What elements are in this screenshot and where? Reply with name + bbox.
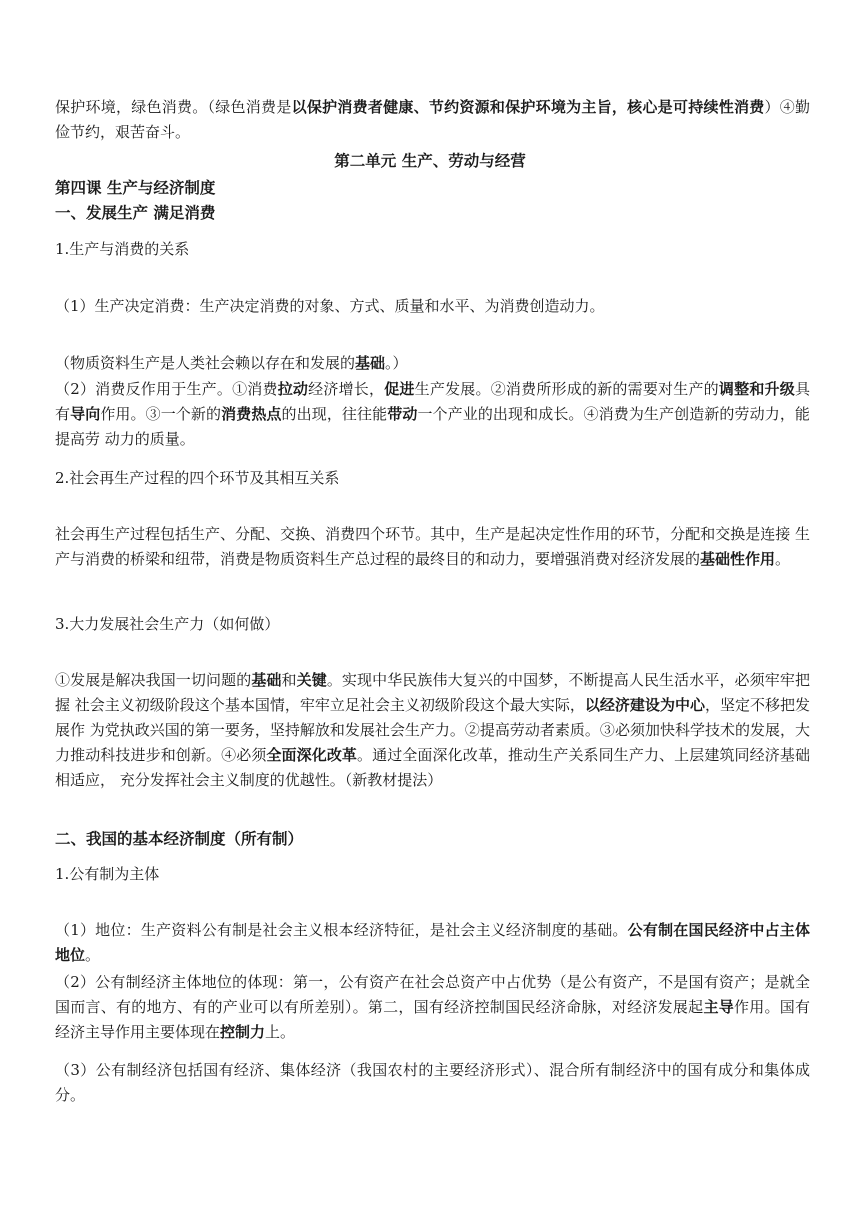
bold-run: 全面深化改革: [266, 746, 358, 764]
text-run: （1）地位：生产资料公有制是社会主义根本经济特征，是社会主义经济制度的基础。: [55, 921, 628, 939]
text-run: 作用。③一个新的: [100, 405, 222, 423]
bold-run: 调整和升级: [718, 380, 795, 398]
section-1-item-3-title: 3.大力发展社会生产力（如何做）: [55, 615, 280, 633]
section-1-title: 一、发展生产 满足消费: [55, 203, 216, 222]
bold-run: 拉动: [277, 380, 309, 398]
section-1-item-2-title: 2.社会再生产过程的四个环节及其相互关系: [55, 469, 340, 487]
text-run: 生产发展。②消费所形成的新的需要对生产的: [414, 380, 719, 398]
text-run: 和: [281, 671, 297, 689]
section-1-item-3-paragraph: [55, 668, 810, 793]
unit-title: 第二单元 生产、劳动与经营: [334, 151, 526, 170]
section-1-item-1-paragraph-3: [55, 377, 810, 452]
bold-run: 促进: [384, 380, 415, 398]
text-run: （2）公有制经济主体地位的体现：第一，公有资产在社会总资产中占优势（是公有资产，不是国有资产；是就全国而言、有的地方、有的产业可以有所差别）。第二，国有经济控制国民经济命脉，对经济发展起: [55, 973, 810, 1016]
bold-run: 关键: [296, 671, 327, 689]
intro-text-c: ）④勤俭节约，艰苦奋斗。: [55, 98, 810, 141]
section-2-item-1-paragraph-3: （3）公有制经济包括国有经济、集体经济（我国农村的主要经济形式）、混合所有制经济中的国有成分和集体成分。: [55, 1061, 810, 1104]
bold-run: 基础性作用: [700, 550, 776, 568]
section-1-item-1-title: 1.生产与消费的关系: [55, 240, 190, 258]
text-run: ①发展是解决我国一切问题的: [55, 671, 252, 689]
text-run: 。: [775, 550, 791, 568]
section-2-item-1-title: 1.公有制为主体: [55, 865, 160, 883]
section-1-item-1-paragraph-2: [55, 351, 810, 376]
section-2-title: 二、我国的基本经济制度（所有制）: [55, 829, 304, 848]
intro-paragraph: [55, 95, 810, 145]
intro-bold-text: 以保护消费者健康、节约资源和保护环境为主旨，核心是可持续性消费: [291, 98, 765, 116]
text-run: （物质资料生产是人类社会赖以存在和发展的: [55, 354, 356, 372]
section-1-item-1-paragraph-1: （1）生产决定消费：生产决定消费的对象、方式、质量和水平、为消费创造动力。: [55, 297, 605, 315]
section-2-item-1-paragraph-1: [55, 918, 810, 968]
lesson-title: 第四课 生产与经济制度: [55, 178, 216, 197]
intro-text-a: 保护环境，绿色消费。（绿色消费是: [55, 98, 292, 116]
bold-run: 以经济建设为中心: [584, 696, 705, 714]
section-1-item-2-paragraph: [55, 522, 810, 572]
text-run: 。实现中华民族伟大复兴的中国梦，不断提高人民生活水平，必须牢牢把握 社会主义初级阶段这个基本国情，牢牢立足社会主义初级阶段这个最大实际，: [55, 671, 810, 714]
text-run: 具有: [55, 380, 810, 423]
text-run: 。通过全面深化改革，推动生产关系同生产力、上层建筑同经济基础相适应， 充分发挥社会主义制度的优越性。（新教材提法）: [55, 746, 810, 789]
text-run: 的出现，往往能: [281, 405, 388, 423]
bold-run: 导向: [70, 405, 101, 423]
text-run: 上。: [265, 1023, 296, 1041]
bold-run: 基础: [251, 671, 282, 689]
bold-run: 带动: [387, 405, 418, 423]
text-run: 作用。国有经济主导作用主要体现在: [55, 998, 810, 1041]
text-run: （2）消费反作用于生产。①消费: [55, 380, 278, 398]
text-run: 。）: [385, 354, 408, 372]
bold-run: 基础: [355, 354, 386, 372]
text-run: 社会再生产过程包括生产、分配、交换、消费四个环节。其中，生产是起决定性作用的环节，分配和交换是连接 生产与消费的桥梁和纽带，消费是物质资料生产总过程的最终目的和动力，要增强消费对经济发展的: [55, 525, 810, 568]
bold-run: 控制力: [220, 1023, 266, 1041]
text-run: 一个产业的出现和成长。④消费为生产创造新的劳动力，能提高劳 动力的质量。: [55, 405, 810, 448]
text-run: ，坚定不移把发展作 为党执政兴国的第一要务，坚持解放和发展社会生产力。②提高劳动者素质。③必须加快科学技术的发展，大力推动科技进步和创新。④必须: [55, 696, 810, 764]
bold-run: 消费热点: [221, 405, 282, 423]
bold-run: 主导: [703, 998, 734, 1016]
text-run: 。: [85, 946, 101, 964]
bold-run: 公有制在国民经济中占主体地位: [55, 921, 810, 964]
text-run: 经济增长，: [308, 380, 385, 398]
section-2-item-1-paragraph-2: [55, 970, 810, 1045]
